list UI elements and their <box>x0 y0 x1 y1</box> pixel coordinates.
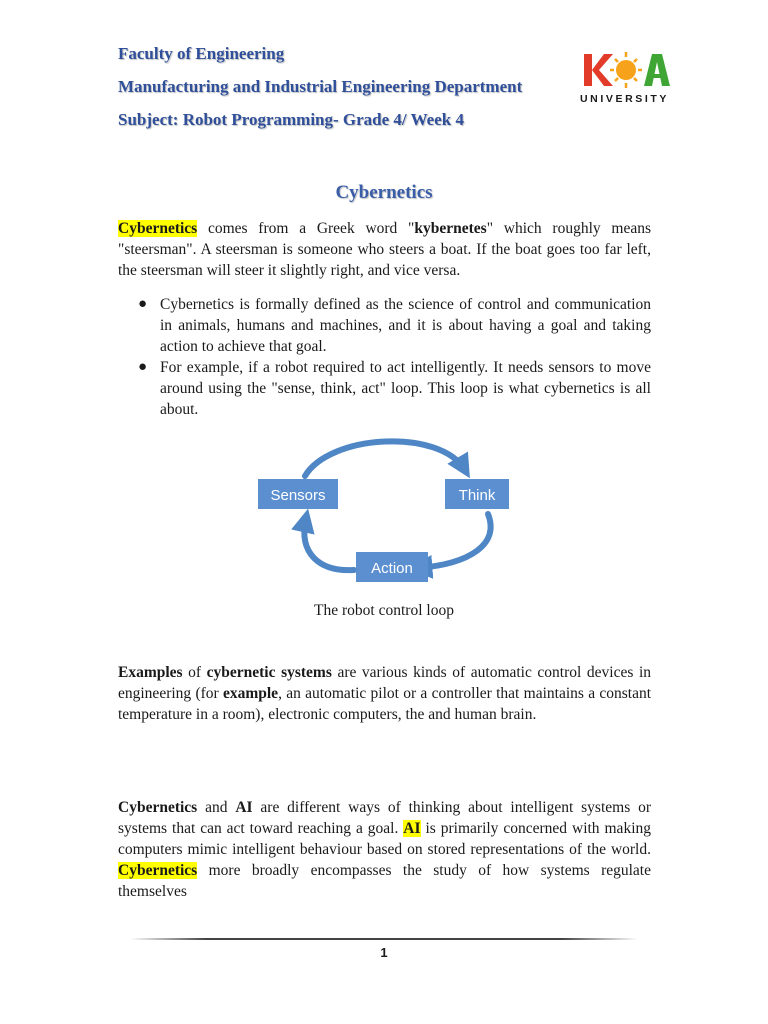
node-action <box>356 552 428 582</box>
comparison-paragraph: Cybernetics and AI are different ways of thinking about intelligent systems or systems that can act toward reaching a goal. AI is primarily concerned with making computers mimic intelligent behaviour based on stored representations of the world. Cybernetics more broadly encompasses the study of how systems regulate themselves <box>118 799 651 900</box>
bullet-icon: ● <box>138 296 148 312</box>
koya-logo-mark-icon <box>580 50 672 94</box>
list-item: ● For example, if a robot required to act intelligently. It needs sensors to move around using the "sense, think, act" loop. This loop is what cybernetics is all about. <box>138 359 651 418</box>
subject-heading: Subject: Robot Programming- Grade 4/ Week 4 <box>118 110 464 129</box>
node-think-label: Think <box>458 487 496 504</box>
node-action-label: Action <box>371 560 413 577</box>
bullet-icon: ● <box>138 359 148 375</box>
bullet-list <box>118 294 651 420</box>
arrow-think-to-action <box>418 514 491 568</box>
arrow-sensors-to-think <box>305 441 465 476</box>
control-loop-diagram <box>250 434 520 594</box>
list-item: ● Cybernetics is formally defined as the science of control and communication in animals, humans and machines, and it is about having a goal and taking action to achieve that goal. <box>138 296 651 355</box>
diagram-caption: The robot control loop <box>314 602 454 619</box>
page-number: 1 <box>380 945 388 960</box>
document-header <box>118 40 522 139</box>
logo-wordmark: UNIVERSITY <box>580 93 670 105</box>
greek-word: kybernetes <box>414 220 487 237</box>
faculty-heading: Faculty of Engineering <box>118 44 285 63</box>
department-heading: Manufacturing and Industrial Engineering Department <box>118 77 523 96</box>
arrow-action-to-sensors <box>304 518 354 570</box>
node-sensors <box>258 479 338 509</box>
page-title: Cybernetics <box>335 182 433 203</box>
node-think <box>445 479 509 509</box>
footer-divider <box>130 938 638 940</box>
examples-paragraph: Examples of cybernetic systems are various kinds of automatic control devices in engineering (for example, an automatic pilot or a controller that maintains a constant temperature in a room), electronic computers, the and human brain. <box>118 664 652 723</box>
highlighted-term: Cybernetics <box>118 220 198 237</box>
koya-university-logo <box>580 50 672 108</box>
node-sensors-label: Sensors <box>270 487 326 504</box>
intro-paragraph: Cybernetics comes from a Greek word "kybernetes" which roughly means "steersman". A steersman is someone who steers a boat. If the boat goes too far left, the steersman will steer it slightly right, and vice versa. <box>118 220 652 279</box>
